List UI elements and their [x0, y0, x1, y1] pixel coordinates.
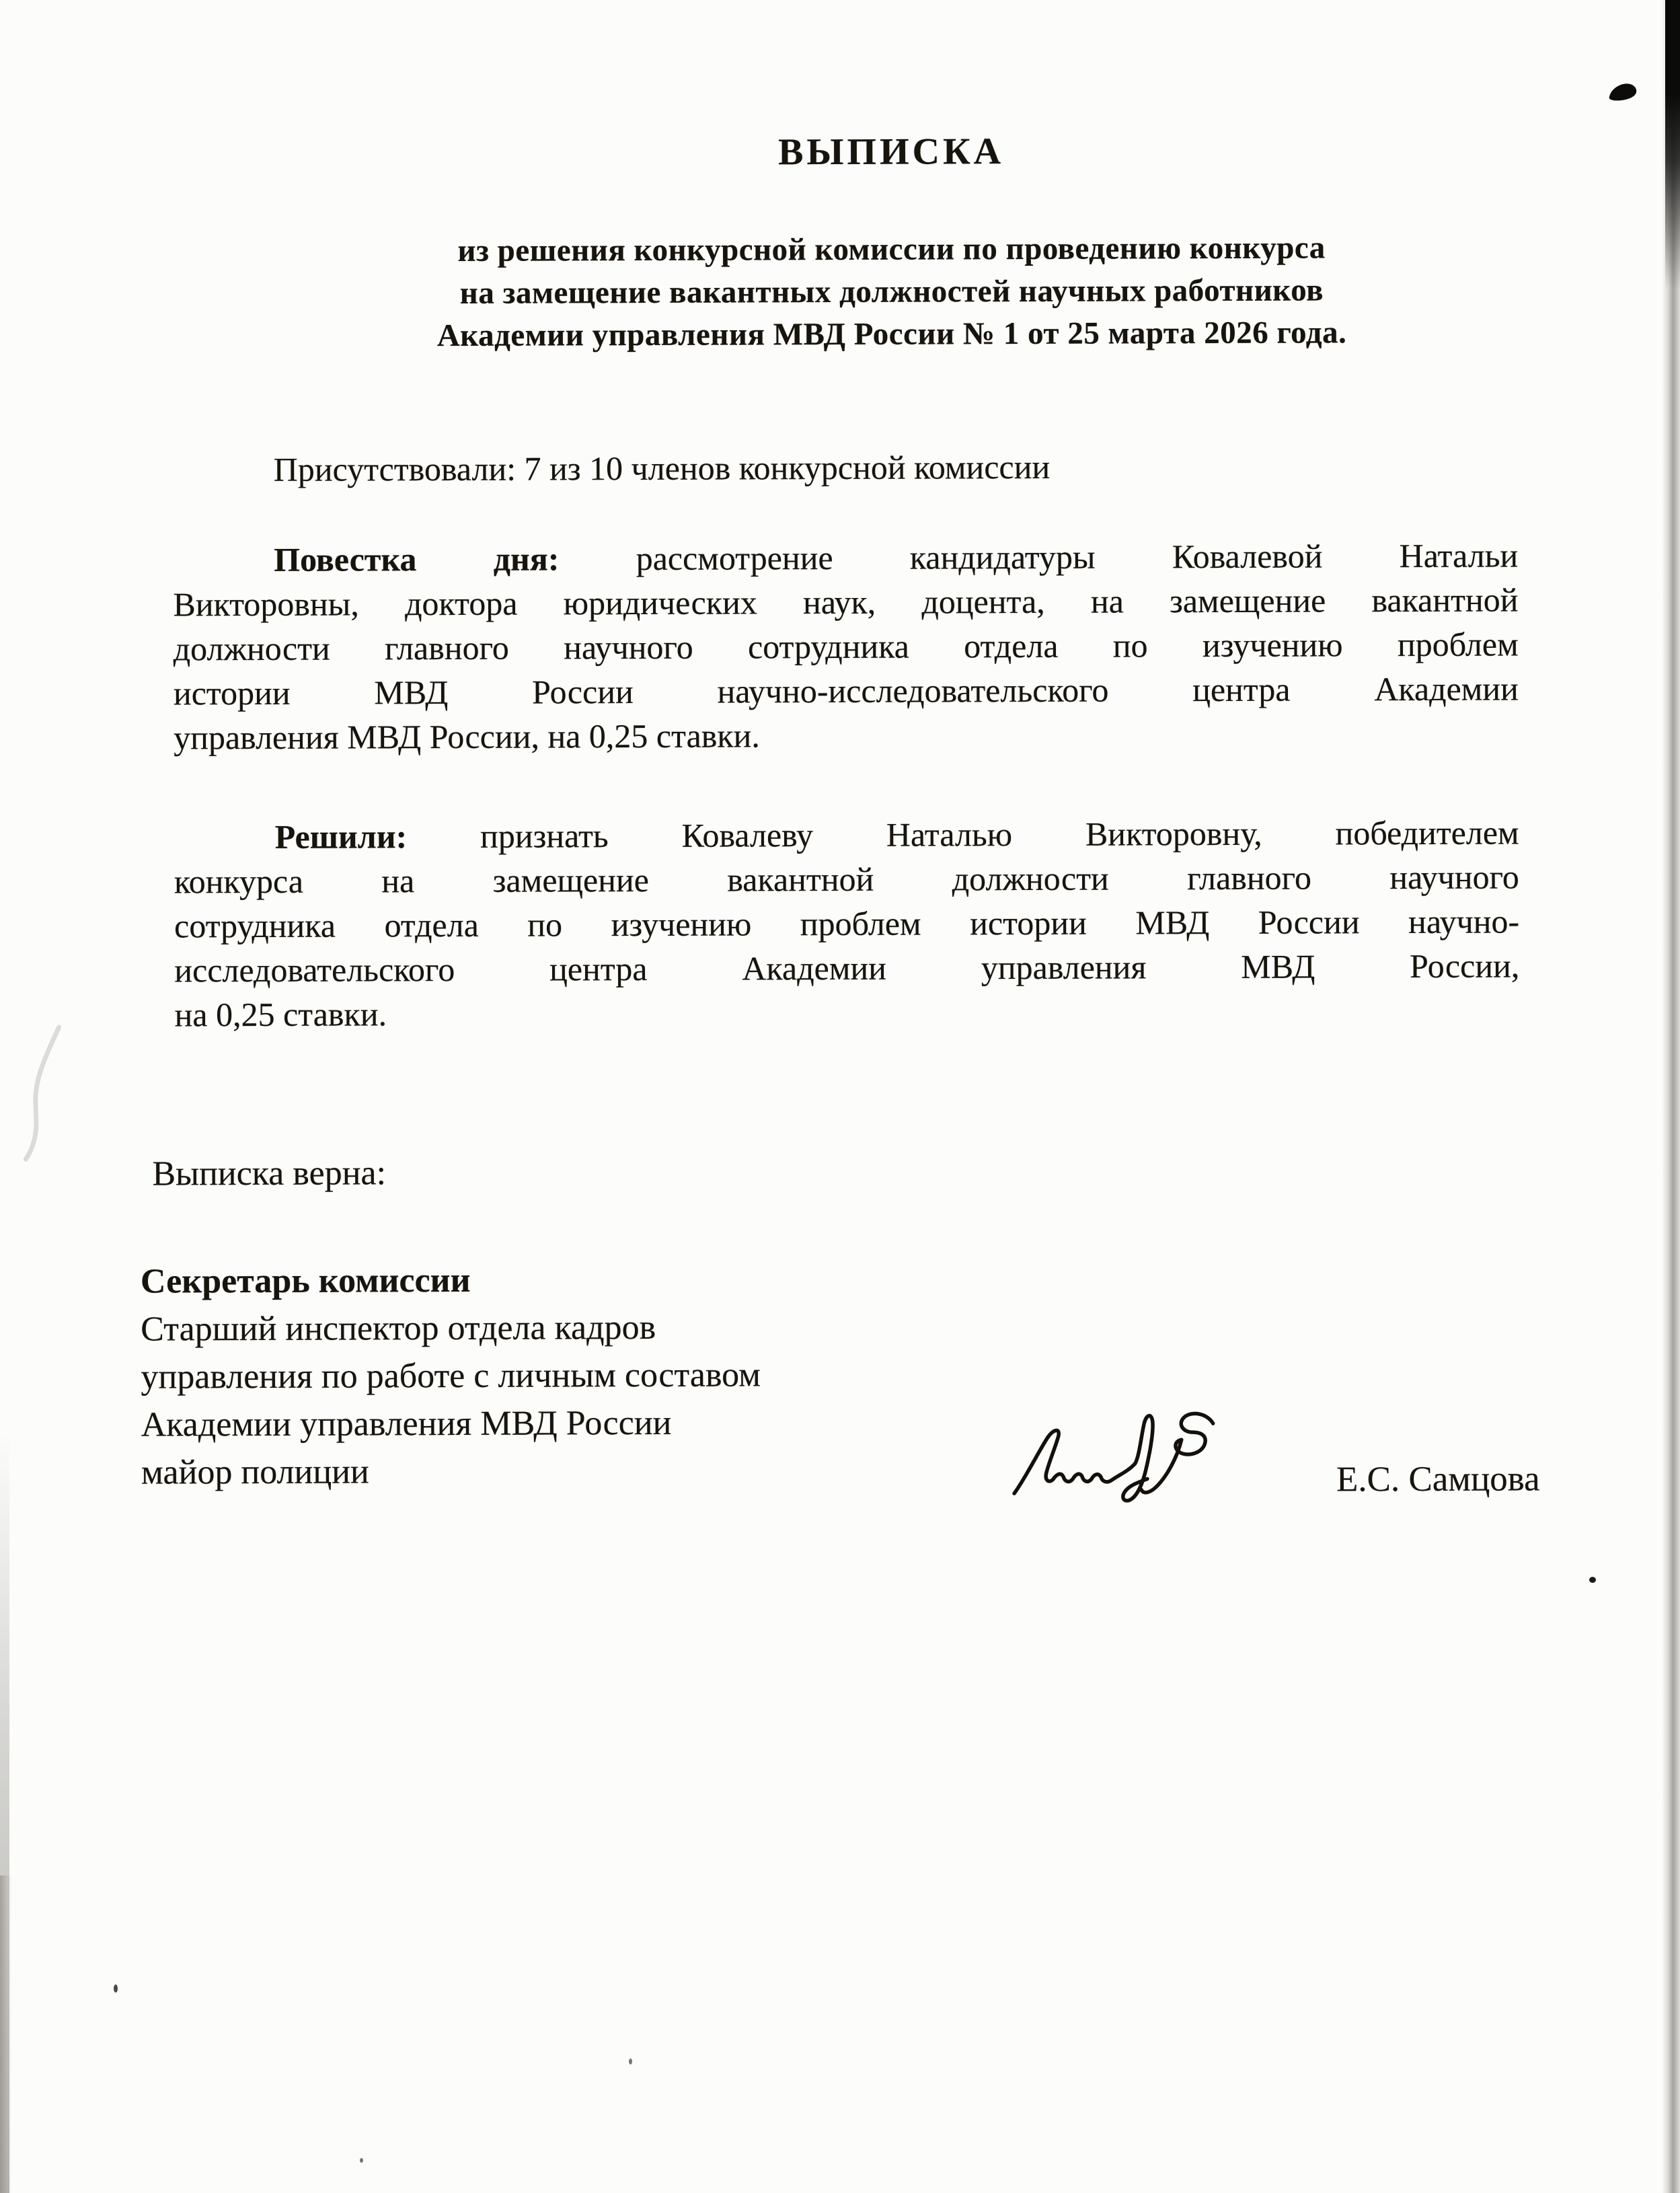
document-title: ВЫПИСКА [778, 131, 1005, 174]
document-subtitle [219, 226, 1565, 358]
text-line: Старший инспектор отдела кадров [141, 1308, 656, 1349]
decision-paragraph [174, 810, 1520, 1037]
scan-edge-right-shadow [1665, 0, 1680, 289]
scan-edge-left-bottom [0, 1875, 11, 2193]
text-line: сотрудника отдела по изучению проблем истории МВД России научно- [174, 902, 1520, 945]
scan-edge-right [1662, 0, 1680, 2193]
pen-mark [1605, 79, 1641, 110]
text-line: исследовательского центра Академии управления МВД России, [174, 946, 1520, 990]
signature-ink [1005, 1397, 1227, 1512]
certification-line: Выписка верна: [152, 1154, 387, 1193]
text-line: Повестка дня: рассмотрение кандидатуры Ковалевой Натальи [274, 536, 1519, 579]
dust-speck [114, 1984, 118, 1993]
attendance-line: Присутствовали: 7 из 10 членов конкурсной комиссии [273, 447, 1051, 488]
agenda-paragraph [173, 533, 1519, 759]
text-line: истории МВД России научно-исследовательского центра Академии [173, 669, 1519, 712]
text-line: Академии управления МВД России № 1 от 25 марта 2026 года. [436, 315, 1347, 354]
text-line: на замещение вакантных должностей научных работников [459, 272, 1324, 311]
text-line: Академии управления МВД России [141, 1403, 672, 1444]
text-line: должности главного научного сотрудника отдела по изучению проблем [173, 625, 1519, 668]
text-line: на 0,25 ставки. [174, 995, 387, 1034]
text-line: управления МВД России, на 0,25 ставки. [174, 716, 760, 757]
text-line: Викторовны, доктора юридических наук, доцента, на замещение вакантной [173, 581, 1519, 624]
dust-speck [629, 2058, 632, 2065]
signatory-block [141, 1255, 1083, 1497]
text-line: майор полиции [141, 1452, 369, 1492]
pencil-smudge [19, 1022, 87, 1163]
signatory-name: Е.С. Самцова [1336, 1459, 1540, 1499]
dust-speck [1589, 1577, 1596, 1583]
text-line: Решили: признать Ковалеву Наталью Викторовну, победителем [274, 813, 1519, 856]
text-line: из решения конкурсной комиссии по проведению конкурса [457, 230, 1326, 268]
text-line: Секретарь комиссии [140, 1261, 471, 1301]
text-line: конкурса на замещение вакантной должности главного научного [174, 858, 1519, 901]
text-line: управления по работе с личным составом [141, 1355, 761, 1397]
dust-speck [360, 2158, 363, 2163]
